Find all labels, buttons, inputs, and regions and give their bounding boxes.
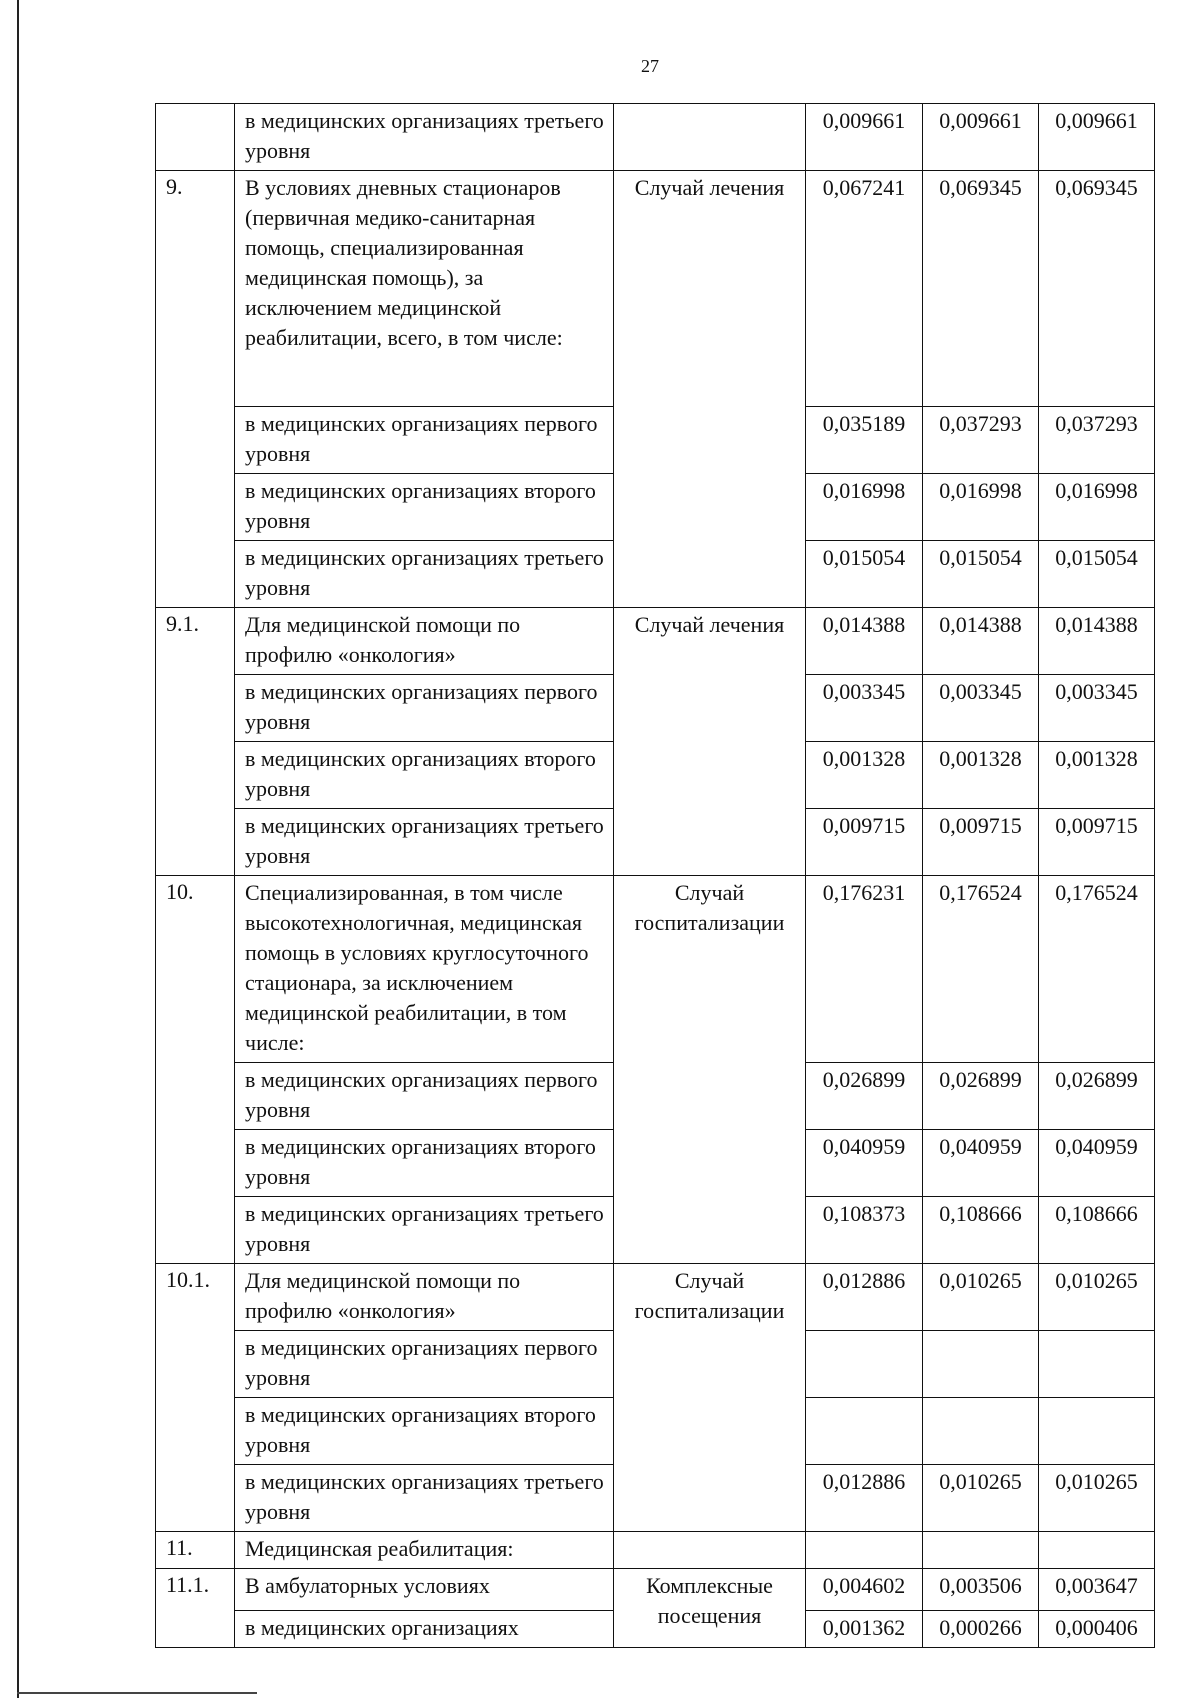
value-2025: 0,108666 <box>1055 1201 1138 1226</box>
value-2025: 0,010265 <box>1055 1469 1138 1494</box>
row-number-cell: 10.1. <box>156 1264 235 1532</box>
value-2025: 0,014388 <box>1055 612 1138 637</box>
table-row <box>156 1569 1155 1611</box>
value-2023: 0,003345 <box>822 679 906 704</box>
value-2024: 0,069345 <box>939 175 1022 200</box>
row-name-cell: Медицинская реабилитация: <box>235 1532 614 1569</box>
value-cell <box>1039 1465 1155 1532</box>
value-cell <box>923 675 1039 742</box>
value-cell <box>806 104 923 171</box>
value-cell <box>806 1465 923 1532</box>
row-name-cell: в медицинских организациях второго уровня <box>235 1398 614 1465</box>
row-name-cell: В амбулаторных условиях <box>235 1569 614 1611</box>
value-2024: 0,040959 <box>939 1134 1022 1159</box>
value-cell <box>923 1264 1039 1331</box>
value-cell <box>1039 1264 1155 1331</box>
row-name-cell: в медицинских организациях второго уровня <box>235 474 614 541</box>
value-cell <box>806 1569 923 1611</box>
value-cell <box>806 742 923 809</box>
value-cell <box>923 1063 1039 1130</box>
value-2024: 0,010265 <box>939 1268 1022 1293</box>
value-2023: 0,016998 <box>822 478 906 503</box>
unit-cell: Случай госпитализации <box>614 876 806 1264</box>
value-cell <box>806 1130 923 1197</box>
value-cell <box>1039 474 1155 541</box>
value-cell <box>1039 1331 1155 1398</box>
value-2025: 0,003345 <box>1055 679 1138 704</box>
table-row <box>156 1532 1155 1569</box>
value-2024: 0,015054 <box>939 545 1022 570</box>
value-2024: 0,000266 <box>939 1615 1022 1640</box>
value-cell <box>923 541 1039 608</box>
value-cell <box>1039 1569 1155 1611</box>
value-cell <box>806 1398 923 1465</box>
value-cell <box>923 608 1039 675</box>
value-cell <box>923 809 1039 876</box>
value-2024: 0,108666 <box>939 1201 1022 1226</box>
value-2023: 0,001362 <box>822 1615 906 1640</box>
value-cell <box>923 104 1039 171</box>
row-number-cell: 9. <box>156 171 235 608</box>
value-2025: 0,001328 <box>1055 746 1138 771</box>
row-number-cell: 11. <box>156 1532 235 1569</box>
value-2023: 0,012886 <box>822 1469 906 1494</box>
value-cell <box>1039 1197 1155 1264</box>
value-cell <box>806 608 923 675</box>
value-2025: 0,069345 <box>1055 175 1138 200</box>
value-2024: 0,037293 <box>939 411 1022 436</box>
row-name-cell: в медицинских организациях первого уровня <box>235 407 614 474</box>
value-cell <box>1039 541 1155 608</box>
row-number-cell <box>156 104 235 171</box>
value-cell <box>1039 104 1155 171</box>
row-number-cell: 10. <box>156 876 235 1264</box>
value-cell <box>1039 876 1155 1063</box>
value-2025: 0,015054 <box>1055 545 1138 570</box>
value-cell <box>806 1611 923 1648</box>
table-row <box>156 104 1155 171</box>
value-2023: 0,004602 <box>822 1573 906 1598</box>
unit-cell <box>614 104 806 171</box>
value-cell <box>1039 608 1155 675</box>
value-2025: 0,003647 <box>1055 1573 1138 1598</box>
value-2025: 0,037293 <box>1055 411 1138 436</box>
value-cell <box>923 1465 1039 1532</box>
unit-cell: Случай лечения <box>614 171 806 608</box>
value-2025: 0,016998 <box>1055 478 1138 503</box>
value-2024: 0,001328 <box>939 746 1022 771</box>
value-2023: 0,176231 <box>822 880 906 905</box>
value-cell <box>806 1532 923 1569</box>
value-cell <box>1039 171 1155 407</box>
value-2023: 0,026899 <box>822 1067 906 1092</box>
value-cell <box>923 876 1039 1063</box>
value-cell <box>806 876 923 1063</box>
value-cell <box>806 474 923 541</box>
row-name-cell: в медицинских организациях <box>235 1611 614 1648</box>
norms-table <box>155 103 1155 1648</box>
row-name-cell: Специализированная, в том числе высокотехнологичная, медицинская помощь в условиях круглосуточного стационара, за исключением медицинской реабилитации, в том числе: <box>235 876 614 1063</box>
value-cell <box>923 1331 1039 1398</box>
value-cell <box>806 1264 923 1331</box>
value-2024: 0,009661 <box>939 108 1022 133</box>
value-2025: 0,009661 <box>1055 108 1138 133</box>
value-cell <box>806 1331 923 1398</box>
value-cell <box>923 1130 1039 1197</box>
value-cell <box>923 1611 1039 1648</box>
value-2024: 0,003506 <box>939 1573 1022 1598</box>
value-2023: 0,014388 <box>822 612 906 637</box>
value-cell <box>1039 1611 1155 1648</box>
value-2025: 0,010265 <box>1055 1268 1138 1293</box>
value-cell <box>1039 407 1155 474</box>
value-2024: 0,009715 <box>939 813 1022 838</box>
unit-cell: Случай госпитализации <box>614 1264 806 1532</box>
value-2023: 0,015054 <box>822 545 906 570</box>
value-cell <box>806 171 923 407</box>
table-row <box>156 608 1155 675</box>
value-cell <box>1039 1532 1155 1569</box>
unit-cell: Случай лечения <box>614 608 806 876</box>
value-2025: 0,009715 <box>1055 813 1138 838</box>
value-2024: 0,010265 <box>939 1469 1022 1494</box>
value-2025: 0,026899 <box>1055 1067 1138 1092</box>
value-2023: 0,067241 <box>822 175 906 200</box>
value-2023: 0,001328 <box>822 746 906 771</box>
value-2025: 0,000406 <box>1055 1615 1138 1640</box>
page-left-edge <box>17 0 19 1698</box>
value-2023: 0,040959 <box>822 1134 906 1159</box>
table-row <box>156 876 1155 1063</box>
row-number-cell: 9.1. <box>156 608 235 876</box>
unit-cell <box>614 1532 806 1569</box>
value-2023: 0,009661 <box>822 108 906 133</box>
row-number-cell: 11.1. <box>156 1569 235 1648</box>
value-cell <box>923 1569 1039 1611</box>
page-bottom-mark <box>17 1692 257 1694</box>
value-cell <box>1039 742 1155 809</box>
page-number: 27 <box>641 56 659 76</box>
value-cell <box>1039 809 1155 876</box>
value-cell <box>806 541 923 608</box>
row-name-cell: в медицинских организациях третьего уровня <box>235 1465 614 1532</box>
table-row <box>156 1264 1155 1331</box>
row-name-cell: в медицинских организациях третьего уровня <box>235 809 614 876</box>
value-cell <box>923 171 1039 407</box>
table-row <box>156 171 1155 407</box>
value-cell <box>1039 1063 1155 1130</box>
value-cell <box>923 474 1039 541</box>
value-2025: 0,176524 <box>1055 880 1138 905</box>
value-2024: 0,026899 <box>939 1067 1022 1092</box>
value-cell <box>1039 675 1155 742</box>
row-name-cell: в медицинских организациях первого уровня <box>235 675 614 742</box>
value-cell <box>806 675 923 742</box>
row-name-cell: в медицинских организациях третьего уровня <box>235 541 614 608</box>
value-2024: 0,014388 <box>939 612 1022 637</box>
value-2023: 0,108373 <box>822 1201 906 1226</box>
value-cell <box>923 1197 1039 1264</box>
row-name-cell: Для медицинской помощи по профилю «онкология» <box>235 1264 614 1331</box>
row-name-cell: в медицинских организациях третьего уровня <box>235 1197 614 1264</box>
row-name-cell: в медицинских организациях первого уровня <box>235 1331 614 1398</box>
value-2024: 0,003345 <box>939 679 1022 704</box>
value-cell <box>806 809 923 876</box>
value-cell <box>1039 1130 1155 1197</box>
value-cell <box>1039 1398 1155 1465</box>
row-name-cell: в медицинских организациях второго уровня <box>235 1130 614 1197</box>
value-2023: 0,009715 <box>822 813 906 838</box>
value-2024: 0,176524 <box>939 880 1022 905</box>
value-2023: 0,012886 <box>822 1268 906 1293</box>
value-cell <box>923 742 1039 809</box>
value-cell <box>923 1532 1039 1569</box>
value-2025: 0,040959 <box>1055 1134 1138 1159</box>
value-2024: 0,016998 <box>939 478 1022 503</box>
row-name-cell: В условиях дневных стационаров (первичная медико-санитарная помощь, специализированная медицинская помощь), за исключением медицинской реабилитации, всего, в том числе: <box>235 171 614 407</box>
value-cell <box>923 1398 1039 1465</box>
value-cell <box>806 407 923 474</box>
value-cell <box>806 1063 923 1130</box>
row-name-cell: Для медицинской помощи по профилю «онкология» <box>235 608 614 675</box>
value-cell <box>923 407 1039 474</box>
value-cell <box>806 1197 923 1264</box>
value-2023: 0,035189 <box>822 411 906 436</box>
row-name-cell: в медицинских организациях второго уровня <box>235 742 614 809</box>
row-name-cell: в медицинских организациях третьего уровня <box>235 104 614 171</box>
unit-cell: Комплексные посещения <box>614 1569 806 1648</box>
row-name-cell: в медицинских организациях первого уровня <box>235 1063 614 1130</box>
